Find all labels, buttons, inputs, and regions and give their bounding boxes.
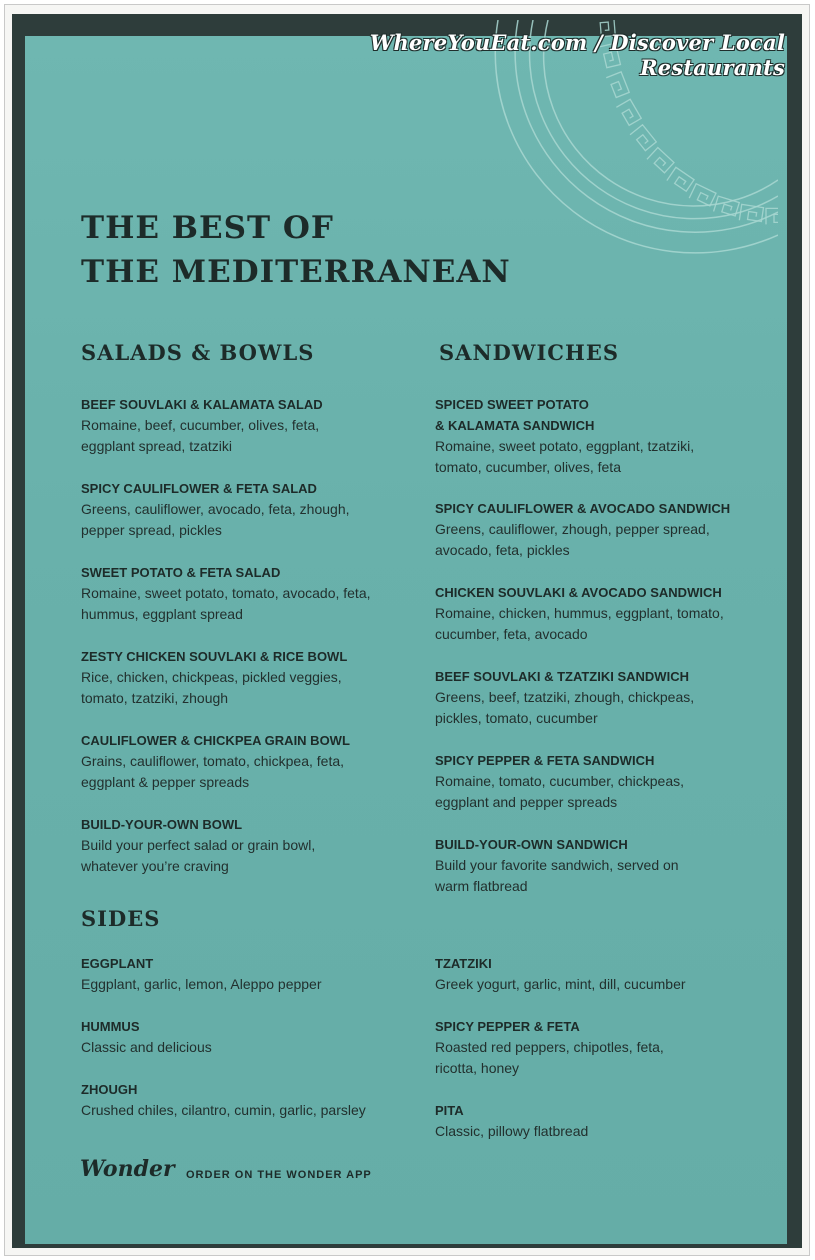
menu-item-description: Greek yogurt, garlic, mint, dill, cucumber <box>435 976 686 992</box>
menu-item-description: Romaine, tomato, cucumber, chickpeas, <box>435 773 685 789</box>
side-item <box>435 1016 765 1079</box>
menu-item-description: avocado, feta, pickles <box>435 542 570 558</box>
wonder-logo: Wonder <box>80 1156 175 1182</box>
menu-item-name: SPICY CAULIFLOWER & FETA SALAD <box>81 481 317 496</box>
menu-item-name: HUMMUS <box>81 1019 140 1034</box>
sandwich-item <box>435 666 765 729</box>
menu-item-description: Rice, chicken, chickpeas, pickled veggies, <box>81 669 342 685</box>
salad-item <box>81 562 411 625</box>
order-cta: ORDER ON THE WONDER APP <box>186 1169 372 1181</box>
menu-item-description: Romaine, sweet potato, tomato, avocado, feta, <box>81 585 371 601</box>
menu-item-description: Crushed chiles, cilantro, cumin, garlic, parsley <box>81 1102 366 1118</box>
menu-item-name: ZHOUGH <box>81 1082 138 1097</box>
menu-item-description: eggplant spread, tzatziki <box>81 438 232 454</box>
watermark-text: WhereYouEat.com / Discover Local Restaurants <box>369 30 785 80</box>
salad-item <box>81 394 411 457</box>
menu-item-description: Greens, beef, tzatziki, zhough, chickpeas, <box>435 689 695 705</box>
menu-item-description: Build your favorite sandwich, served on <box>435 857 679 873</box>
menu-item-description: Grains, cauliflower, tomato, chickpea, feta, <box>81 753 345 769</box>
menu-item-name: SPICY PEPPER & FETA SANDWICH <box>435 753 655 768</box>
menu-item-description: warm flatbread <box>435 878 528 894</box>
title-line-2: THE MEDITERRANEAN <box>81 254 511 290</box>
menu-item-name: & KALAMATA SANDWICH <box>435 418 595 433</box>
menu-item-name: TZATZIKI <box>435 956 492 971</box>
menu-item-description: pepper spread, pickles <box>81 522 222 538</box>
menu-item-name: CAULIFLOWER & CHICKPEA GRAIN BOWL <box>81 733 350 748</box>
menu-item-name: BEEF SOUVLAKI & KALAMATA SALAD <box>81 397 323 412</box>
sandwich-item <box>435 498 765 561</box>
menu-item-description: Romaine, sweet potato, eggplant, tzatziki, <box>435 438 695 454</box>
menu-item-description: Build your perfect salad or grain bowl, <box>81 837 316 853</box>
side-item <box>81 1016 411 1058</box>
side-item <box>435 953 765 995</box>
page-title <box>81 206 511 294</box>
title-line-1: THE BEST OF <box>81 210 334 246</box>
side-item <box>435 1100 765 1142</box>
menu-item-description: Classic, pillowy flatbread <box>435 1123 589 1139</box>
menu-item-name: CHICKEN SOUVLAKI & AVOCADO SANDWICH <box>435 585 722 600</box>
menu-item-name: BUILD-YOUR-OWN SANDWICH <box>435 837 628 852</box>
sides-heading: SIDES <box>81 906 161 931</box>
salad-item <box>81 814 411 877</box>
menu-item-description: Greens, cauliflower, zhough, pepper spread, <box>435 521 710 537</box>
sandwich-item <box>435 582 765 645</box>
menu-item-description: Romaine, chicken, hummus, eggplant, tomato, <box>435 605 724 621</box>
sandwich-item <box>435 750 765 813</box>
menu-item-description: tomato, cucumber, olives, feta <box>435 459 621 475</box>
menu-item-name: BUILD-YOUR-OWN BOWL <box>81 817 243 832</box>
menu-item-description: Eggplant, garlic, lemon, Aleppo pepper <box>81 976 322 992</box>
salad-item <box>81 730 411 793</box>
menu-item-description: eggplant & pepper spreads <box>81 774 250 790</box>
sandwiches-heading: SANDWICHES <box>439 340 619 365</box>
menu-item-description: pickles, tomato, cucumber <box>435 710 598 726</box>
menu-item-description: hummus, eggplant spread <box>81 606 243 622</box>
menu-item-name: SPICED SWEET POTATO <box>435 397 589 412</box>
menu-item-description: Classic and delicious <box>81 1039 212 1055</box>
menu-item-description: Roasted red peppers, chipotles, feta, <box>435 1039 664 1055</box>
menu-item-name: BEEF SOUVLAKI & TZATZIKI SANDWICH <box>435 669 689 684</box>
menu-item-description: Greens, cauliflower, avocado, feta, zhough, <box>81 501 350 517</box>
menu-item-description: Romaine, beef, cucumber, olives, feta, <box>81 417 320 433</box>
menu-item-description: cucumber, feta, avocado <box>435 626 588 642</box>
menu-item-name: ZESTY CHICKEN SOUVLAKI & RICE BOWL <box>81 649 348 664</box>
side-item <box>81 1079 411 1121</box>
menu-item-name: PITA <box>435 1103 464 1118</box>
salad-item <box>81 478 411 541</box>
sandwich-item <box>435 394 765 478</box>
salads-heading: SALADS & BOWLS <box>81 340 315 365</box>
menu-item-description: tomato, tzatziki, zhough <box>81 690 229 706</box>
menu-item-description: eggplant and pepper spreads <box>435 794 618 810</box>
sandwich-item <box>435 834 765 897</box>
menu-item-name: SPICY CAULIFLOWER & AVOCADO SANDWICH <box>435 501 731 516</box>
menu-item-description: ricotta, honey <box>435 1060 520 1076</box>
menu-item-name: EGGPLANT <box>81 956 154 971</box>
salad-item <box>81 646 411 709</box>
side-item <box>81 953 411 995</box>
menu-item-name: SPICY PEPPER & FETA <box>435 1019 580 1034</box>
menu-item-name: SWEET POTATO & FETA SALAD <box>81 565 281 580</box>
menu-item-description: whatever you’re craving <box>81 858 229 874</box>
